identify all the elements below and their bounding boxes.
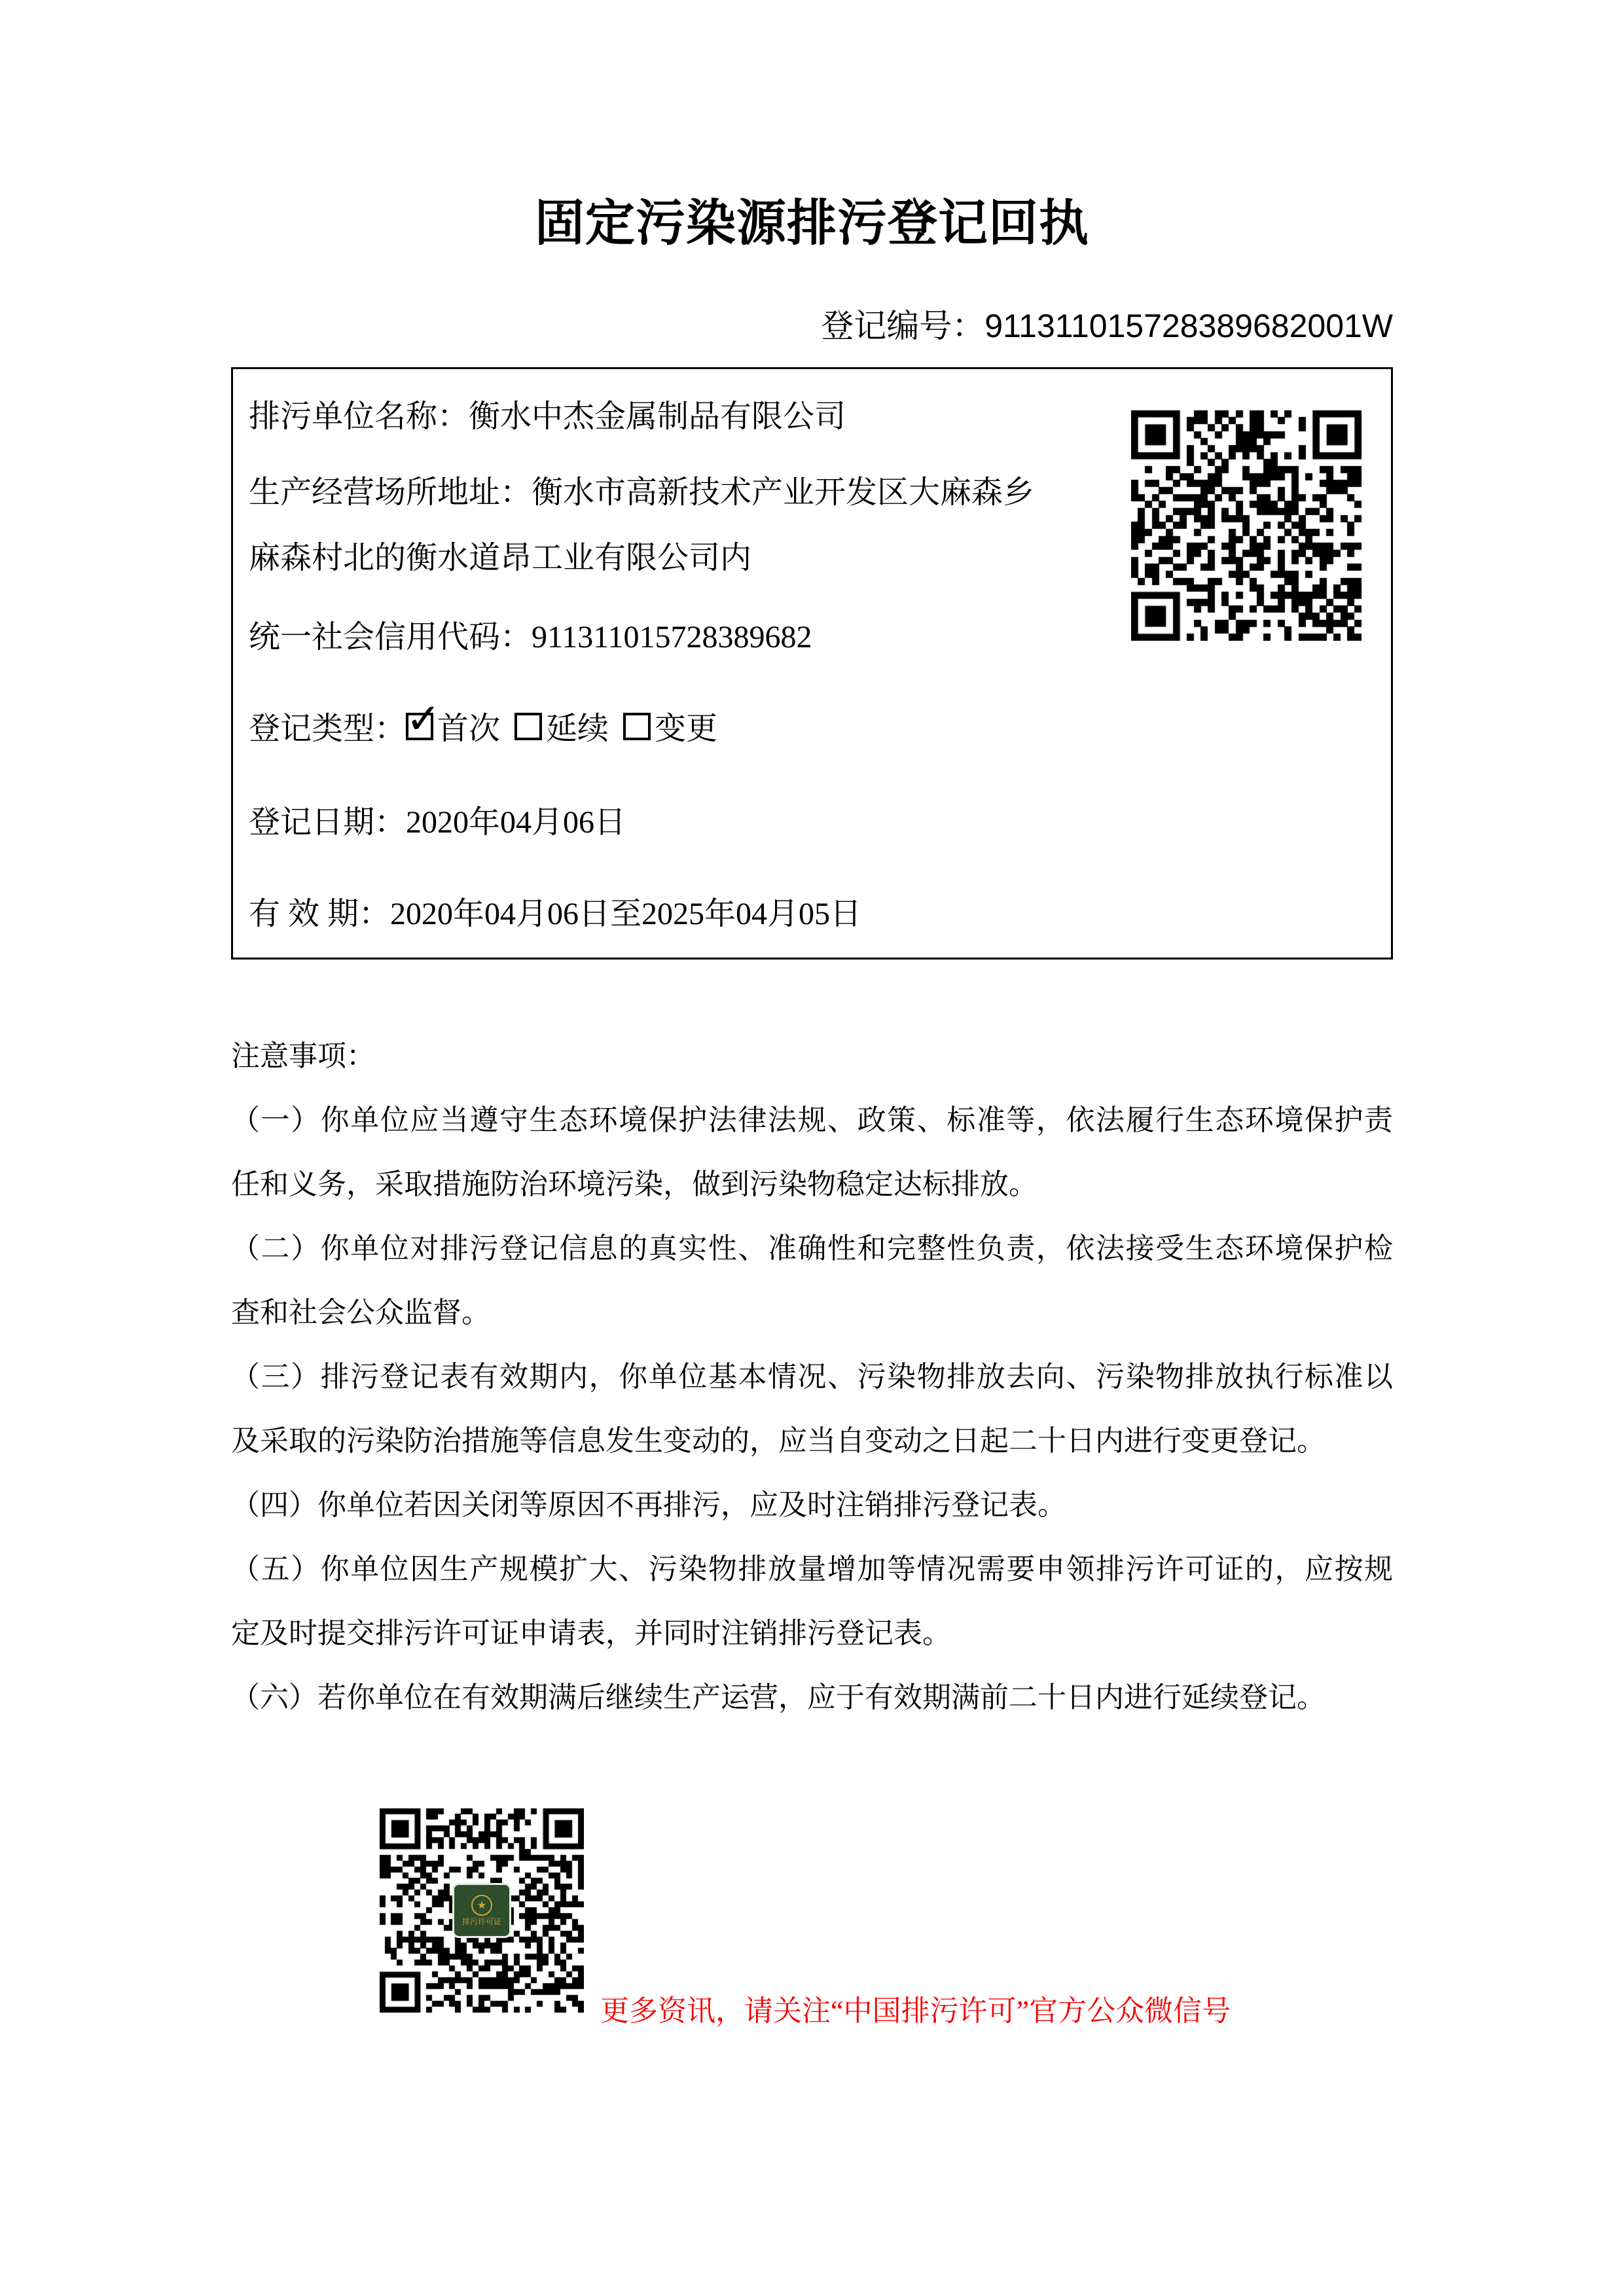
checkbox-renewal bbox=[514, 713, 542, 740]
field-registration-date bbox=[249, 790, 1391, 855]
checkbox-change bbox=[623, 713, 651, 740]
permit-logo-text: 排污许可证 bbox=[461, 1917, 501, 1926]
note-line: （二）你单位对排污登记信息的真实性、准确性和完整性负责，依法接受生态环境保护检 bbox=[231, 1232, 1393, 1265]
field-credit-code-label: 统一社会信用代码： bbox=[249, 620, 532, 655]
wechat-notice: 更多资讯，请关注“中国排污许可”官方公众微信号 bbox=[600, 1995, 1231, 2027]
field-validity-period bbox=[249, 882, 1391, 947]
field-address-value-line2: 麻森村北的衡水道昂工业有限公司内 bbox=[249, 541, 752, 575]
footer bbox=[231, 1730, 1393, 2296]
note-line: （五）你单位因生产规模扩大、污染物排放量增加等情况需要申领排污许可证的，应按规 bbox=[231, 1553, 1393, 1585]
field-unit-name-value: 衡水中杰金属制品有限公司 bbox=[469, 399, 846, 434]
note-line: 及采取的污染防治措施等信息发生变动的，应当自变动之日起二十日内进行变更登记。 bbox=[231, 1425, 1326, 1457]
field-validity-period-value: 2020年04月06日至2025年04月05日 bbox=[390, 897, 862, 931]
note-line: 查和社会公众监督。 bbox=[231, 1297, 490, 1329]
note-line: （六）若你单位在有效期满后继续生产运营，应于有效期满前二十日内进行延续登记。 bbox=[231, 1681, 1326, 1713]
note-line: （四）你单位若因关闭等原因不再排污，应及时注销排污登记表。 bbox=[231, 1489, 1066, 1521]
checkbox-first-time bbox=[406, 695, 441, 744]
page-title: 固定污染源排污登记回执 bbox=[535, 194, 1089, 252]
field-address-value-line1: 衡水市高新技术产业开发区大麻森乡 bbox=[532, 475, 1035, 510]
permit-logo bbox=[452, 1883, 511, 1938]
notes-section bbox=[231, 1024, 1393, 1730]
national-emblem-icon: ★ bbox=[471, 1895, 492, 1916]
field-credit-code-value: 911311015728389682 bbox=[532, 620, 812, 655]
field-registration-type-label: 登记类型： bbox=[249, 711, 406, 746]
checkbox-change-label: 变更 bbox=[655, 711, 718, 746]
wechat-qr-code bbox=[380, 1808, 584, 2013]
field-unit-name-label: 排污单位名称： bbox=[249, 399, 469, 434]
checkbox-first-time-label: 首次 bbox=[437, 711, 501, 746]
field-registration-date-value: 2020年04月06日 bbox=[406, 805, 626, 840]
notes-heading: 注意事项： bbox=[231, 1040, 375, 1072]
field-validity-period-label: 有 效 期： bbox=[249, 897, 391, 931]
field-registration-date-label: 登记日期： bbox=[249, 805, 406, 840]
checkbox-renewal-label: 延续 bbox=[546, 711, 609, 746]
note-line: 任和义务，采取措施防治环境污染，做到污染物稳定达标排放。 bbox=[231, 1168, 1038, 1200]
info-box bbox=[231, 367, 1393, 960]
note-line: 定及时提交排污许可证申请表，并同时注销排污登记表。 bbox=[231, 1617, 951, 1649]
check-mark-icon: ✓ bbox=[406, 695, 441, 744]
registration-qr-code bbox=[1131, 410, 1362, 641]
registration-number-label: 登记编号： bbox=[821, 308, 985, 344]
field-address-label: 生产经营场所地址： bbox=[249, 475, 532, 510]
note-line: （三）排污登记表有效期内，你单位基本情况、污染物排放去向、污染物排放执行标准以 bbox=[231, 1361, 1393, 1393]
registration-number-value: 911311015728389682001W bbox=[984, 308, 1393, 344]
note-line: （一）你单位应当遵守生态环境保护法律法规、政策、标准等，依法履行生态环境保护责 bbox=[231, 1104, 1393, 1136]
field-registration-type bbox=[249, 696, 1391, 762]
registration-number-line bbox=[231, 306, 1393, 346]
